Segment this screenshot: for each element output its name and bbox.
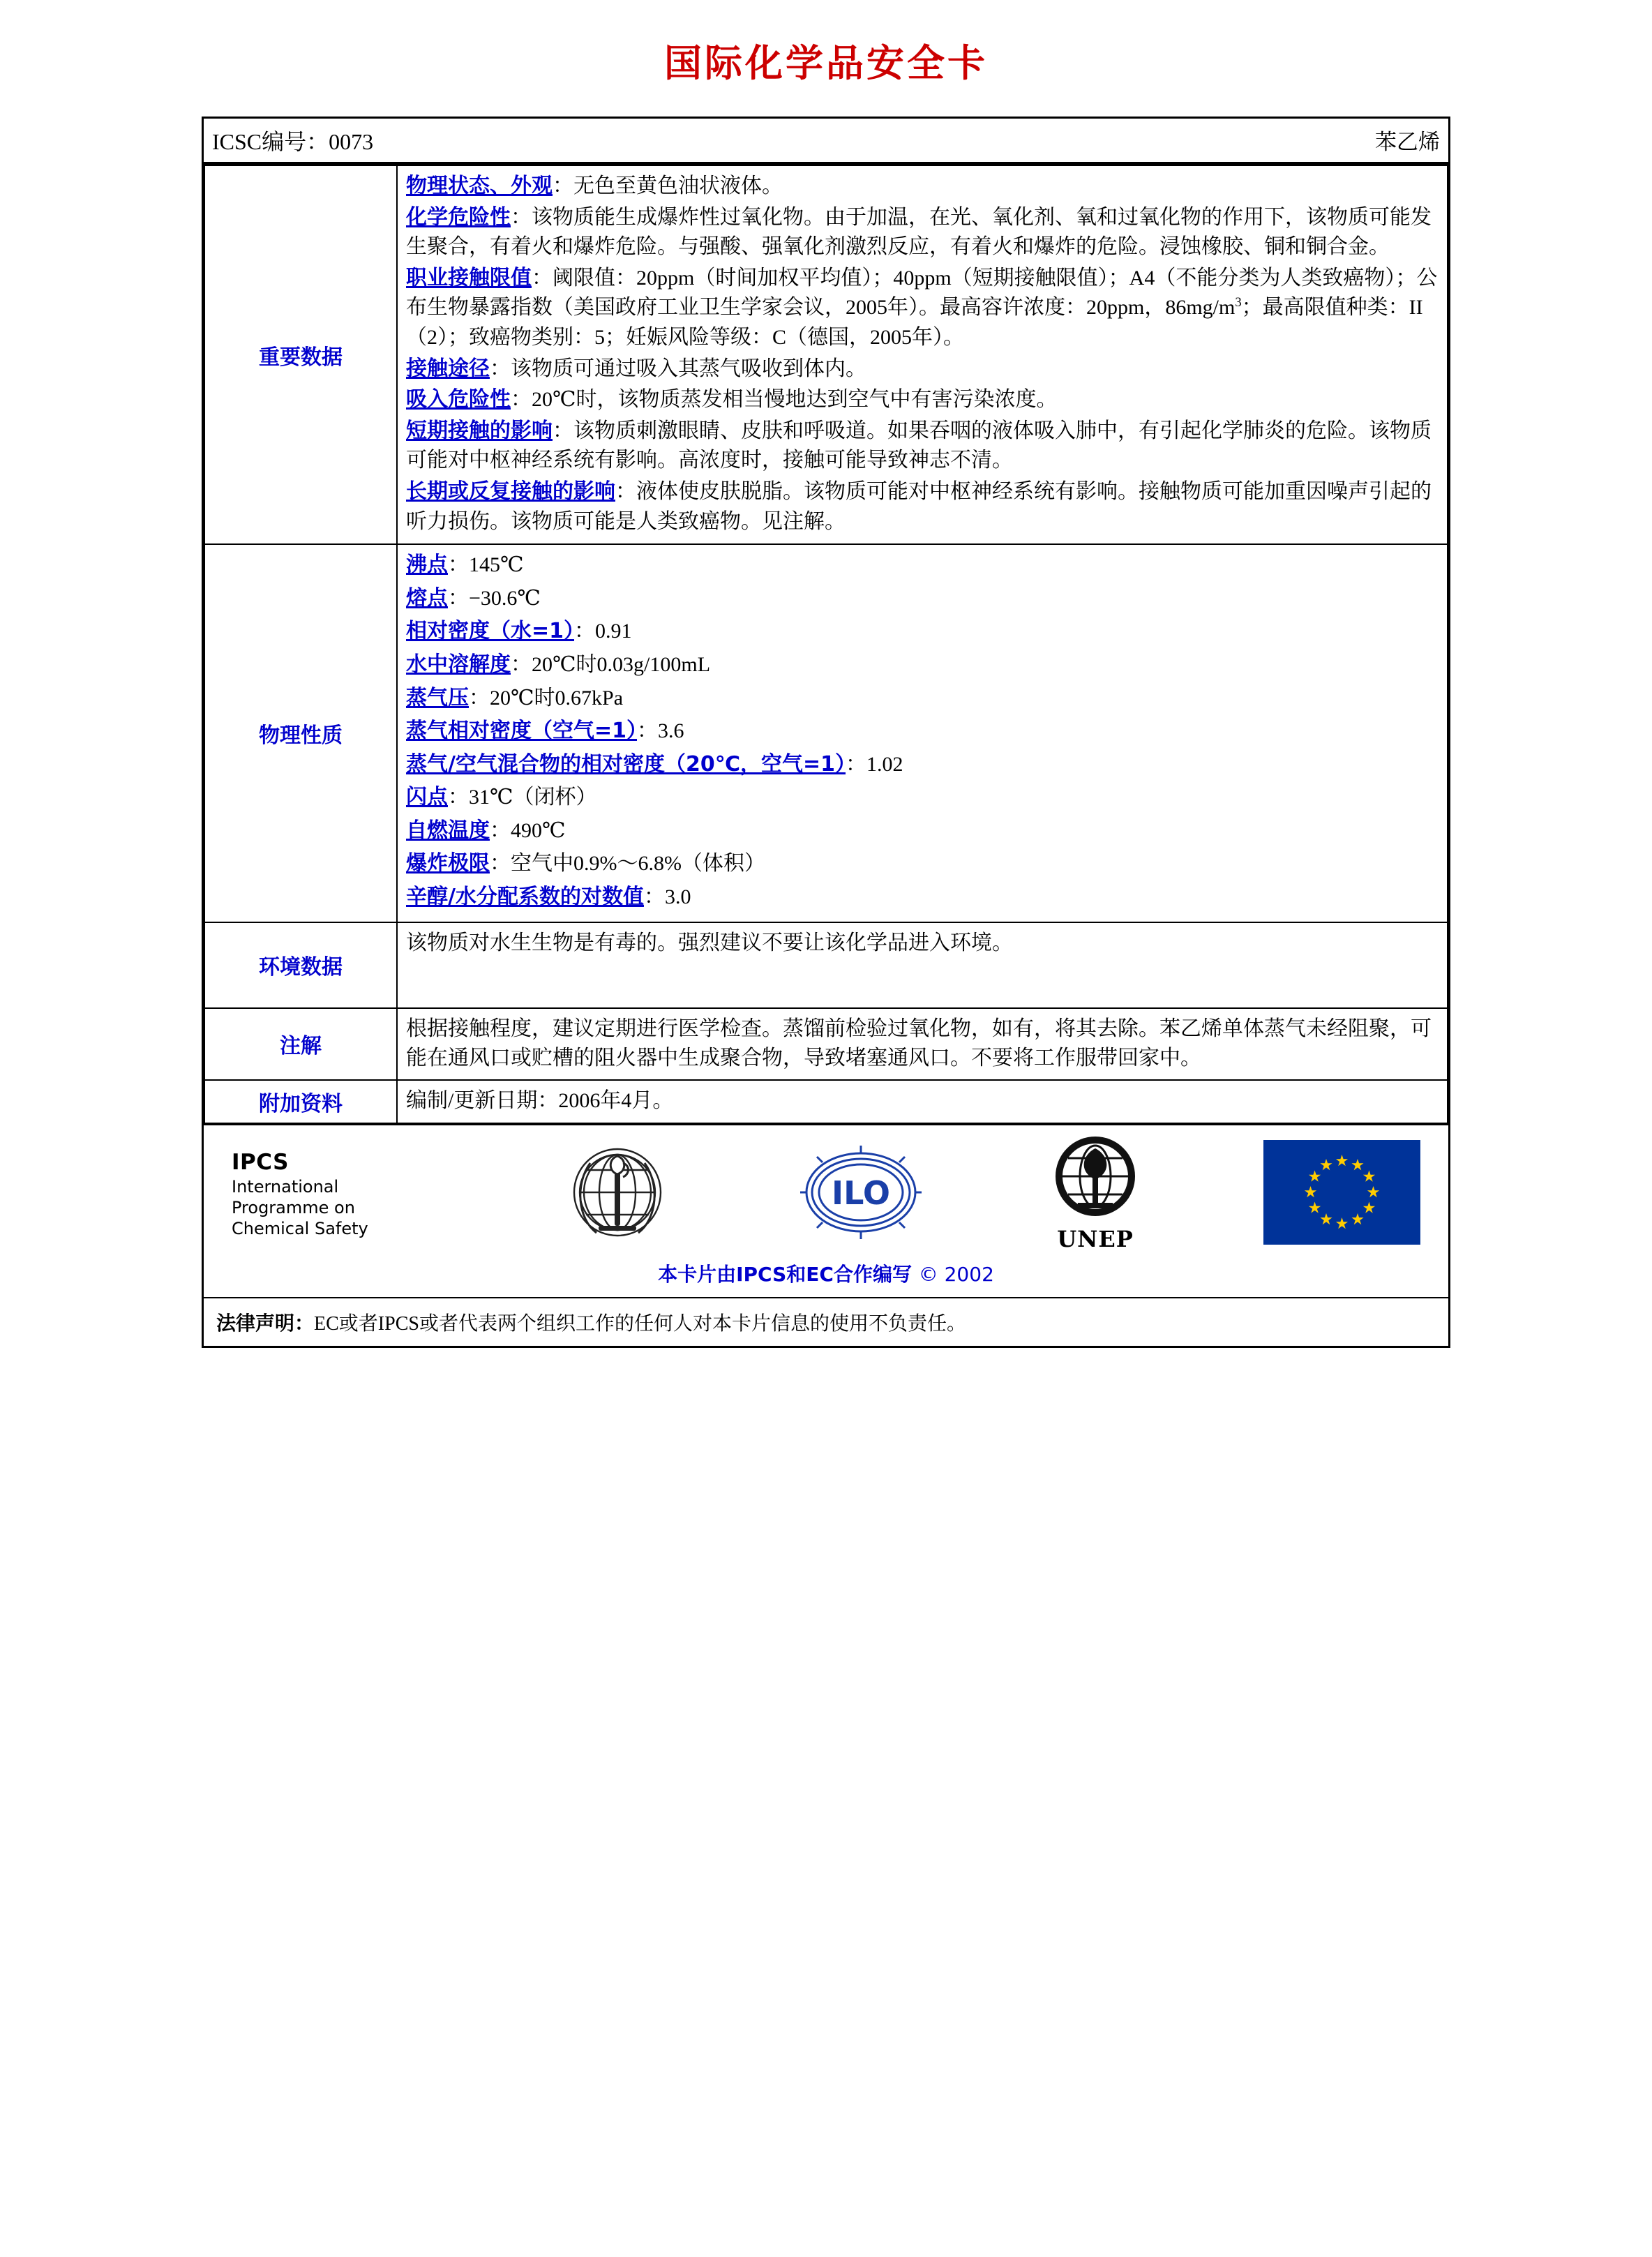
phys-item-8-value: 490℃	[511, 818, 566, 842]
phys-item-7-label: 闪点	[406, 785, 448, 810]
cell-additional-info: 编制/更新日期：2006年4月。	[397, 1080, 1448, 1123]
phys-item-9-value: 空气中0.9%～6.8%（体积）	[511, 852, 765, 876]
row-head-additional-info: 附加资料	[204, 1080, 397, 1123]
important-item-1-text: 该物质能生成爆炸性过氧化物。由于加温，在光、氧化剂、氧和过氧化物的作用下，该物质可能发生聚合，有着火和爆炸危险。与强酸、强氧化剂激烈反应，有着火和爆炸的危险。浸蚀橡胶、铜和铜合金。	[406, 205, 1432, 259]
phys-item-7-value: 31℃（闭杯）	[469, 786, 597, 809]
important-item-6-label: 长期或反复接触的影响	[406, 479, 615, 504]
phys-item-7: 闪点：31℃（闭杯）	[406, 785, 597, 810]
eu-flag	[1263, 1140, 1420, 1248]
phys-item-0-label: 沸点	[406, 553, 448, 578]
phys-item-3-value: 20℃时0.03g/100mL	[532, 652, 711, 676]
important-item-5-text: 该物质刺激眼睛、皮肤和呼吸道。如果吞咽的液体吸入肺中，有引起化学肺炎的危险。该物质可能对中枢神经系统有影响。高浓度时，接触可能导致神志不清。	[406, 419, 1432, 472]
phys-item-5-label: 蒸气相对密度（空气=1）	[406, 719, 638, 744]
important-item-4-label: 吸入危险性	[406, 387, 511, 412]
important-item-3: 接触途径：该物质可通过吸入其蒸气吸收到体内。	[406, 356, 866, 381]
important-item-2-label: 职业接触限值	[406, 265, 532, 290]
svg-text:ILO: ILO	[832, 1174, 890, 1213]
unep-wordmark: UNEP	[1057, 1226, 1134, 1253]
header-row	[204, 119, 1448, 163]
important-item-0: 物理状态、外观：无色至黄色油状液体。	[406, 174, 783, 198]
phys-item-3-label: 水中溶解度	[406, 652, 511, 677]
chemical-name: 苯乙烯	[1375, 130, 1440, 155]
row-additional-info	[204, 1080, 1448, 1123]
row-head-environmental-data: 环境数据	[204, 922, 397, 1008]
cell-notes: 根据接触程度，建议定期进行医学检查。蒸馏前检验过氧化物，如有，将其去除。苯乙烯单体蒸气未经阻聚，可能在通风口或贮槽的阻火器中生成聚合物，导致堵塞通风口。不要将工作服带回家中。	[397, 1008, 1448, 1080]
ilo-logo	[795, 1140, 927, 1248]
phys-item-6-value: 1.02	[866, 752, 903, 776]
icsc-card-page	[0, 33, 1652, 1348]
row-head-notes: 注解	[204, 1008, 397, 1080]
phys-item-1-value: −30.6℃	[469, 586, 541, 610]
copyright-text: © 2002	[918, 1262, 994, 1286]
phys-item-1: 熔点：−30.6℃	[406, 585, 541, 610]
icsc-card	[202, 117, 1450, 1348]
important-item-6: 长期或反复接触的影响：液体使皮肤脱脂。该物质可能对中枢神经系统有影响。接触物质可能加重因噪声引起的听力损伤。该物质可能是人类致癌物。见注解。	[406, 479, 1432, 533]
unep-logo	[1043, 1136, 1148, 1252]
phys-item-2-value: 0.91	[595, 620, 632, 643]
important-item-4-text: 20℃时，该物质蒸发相当慢地达到空气中有害污染浓度。	[532, 388, 1058, 412]
who-logo	[557, 1135, 679, 1254]
row-notes	[204, 1008, 1448, 1080]
cell-physical-properties	[397, 544, 1448, 922]
ipcs-line1: International	[232, 1177, 339, 1197]
phys-item-0-value: 145℃	[469, 553, 524, 577]
legal-label: 法律声明：	[216, 1311, 315, 1335]
credit-text: 本卡片由IPCS和EC合作编写	[658, 1262, 912, 1286]
important-item-5: 短期接触的影响：该物质刺激眼睛、皮肤和呼吸道。如果吞咽的液体吸入肺中，有引起化学肺炎的危险。该物质可能对中枢神经系统有影响。高浓度时，接触可能导致神志不清。	[406, 418, 1432, 472]
legal-notice	[204, 1297, 1448, 1346]
header-table	[204, 119, 1448, 163]
important-item-6-text: 液体使皮肤脱脂。该物质可能对中枢神经系统有影响。接触物质可能加重因噪声引起的听力损伤。该物质可能是人类致癌物。见注解。	[406, 479, 1432, 533]
important-item-2: 职业接触限值：阈限值：20ppm（时间加权平均值）；40ppm（短期接触限值）；A4（不能分类为人类致癌物）；公布生物暴露指数（美国政府工业卫生学家会议，2005年）。最高容许浓度：20ppm，$86mg/m^3$；最高限值种类：II（2）；致癌物类别：5；妊娠风险等级：C（德国，2005年）。	[406, 265, 1438, 349]
important-item-3-text: 该物质可通过吸入其蒸气吸收到体内。	[511, 357, 866, 380]
ipcs-text-block	[232, 1149, 441, 1239]
phys-item-1-label: 熔点	[406, 585, 448, 610]
credit-line	[204, 1257, 1448, 1297]
phys-item-5-value: 3.6	[658, 719, 684, 743]
row-head-physical-properties: 物理性质	[204, 544, 397, 922]
cell-environmental-data: 该物质对水生生物是有毒的。强烈建议不要让该化学品进入环境。	[397, 922, 1448, 1008]
phys-item-6: 蒸气/空气混合物的相对密度（20℃，空气=1）：1.02	[406, 751, 903, 777]
important-item-3-label: 接触途径	[406, 356, 490, 381]
phys-item-10-label: 辛醇/水分配系数的对数值	[406, 885, 644, 910]
icsc-number-cell	[204, 119, 905, 163]
legal-text: EC或者IPCS或者代表两个组织工作的任何人对本卡片信息的使用不负责任。	[314, 1312, 966, 1335]
card-footer	[204, 1124, 1448, 1297]
phys-item-9-label: 爆炸极限	[406, 851, 490, 876]
important-item-5-label: 短期接触的影响	[406, 418, 553, 443]
card-header	[204, 119, 1448, 165]
phys-item-2-label: 相对密度（水=1）	[406, 619, 575, 644]
icsc-number-label: ICSC编号：	[212, 129, 329, 154]
phys-item-10-value: 3.0	[664, 885, 691, 909]
important-item-0-text: 无色至黄色油状液体。	[573, 174, 783, 197]
phys-item-0: 沸点：145℃	[406, 553, 524, 578]
ipcs-abbr: IPCS	[232, 1150, 289, 1176]
phys-item-4-label: 蒸气压	[406, 685, 469, 710]
phys-item-5: 蒸气相对密度（空气=1）：3.6	[406, 719, 684, 744]
phys-item-9: 爆炸极限：空气中0.9%～6.8%（体积）	[406, 851, 765, 876]
ipcs-line3: Chemical Safety	[232, 1219, 368, 1239]
phys-item-8: 自燃温度：490℃	[406, 818, 566, 843]
row-physical-properties	[204, 544, 1448, 922]
phys-item-6-label: 蒸气/空气混合物的相对密度（20℃，空气=1）	[406, 751, 846, 777]
row-environmental-data	[204, 922, 1448, 1008]
cell-important-data	[397, 165, 1448, 544]
row-important-data	[204, 165, 1448, 544]
phys-item-10: 辛醇/水分配系数的对数值：3.0	[406, 885, 691, 910]
phys-item-4: 蒸气压：20℃时0.67kPa	[406, 685, 624, 710]
important-item-1: 化学危险性：该物质能生成爆炸性过氧化物。由于加温，在光、氧化剂、氧和过氧化物的作用下，该物质可能发生聚合，有着火和爆炸危险。与强酸、强氧化剂激烈反应，有着火和爆炸的危险。浸蚀橡胶、铜和铜合金。	[406, 204, 1432, 259]
ipcs-line2: Programme on	[232, 1198, 355, 1218]
phys-item-3: 水中溶解度：20℃时0.03g/100mL	[406, 652, 711, 677]
important-item-1-label: 化学危险性	[406, 204, 511, 230]
page-title: 国际化学品安全卡	[664, 41, 988, 85]
phys-item-4-value: 20℃时0.67kPa	[490, 686, 624, 710]
row-head-important-data: 重要数据	[204, 165, 397, 544]
card-body-table	[204, 165, 1448, 1124]
icsc-number-value: 0073	[329, 129, 374, 154]
phys-item-2: 相对密度（水=1）：0.91	[406, 619, 632, 644]
phys-item-8-label: 自燃温度	[406, 818, 490, 843]
logo-row	[204, 1125, 1448, 1257]
important-item-0-label: 物理状态、外观	[406, 174, 553, 198]
important-item-4: 吸入危险性：20℃时，该物质蒸发相当慢地达到空气中有害污染浓度。	[406, 387, 1058, 412]
